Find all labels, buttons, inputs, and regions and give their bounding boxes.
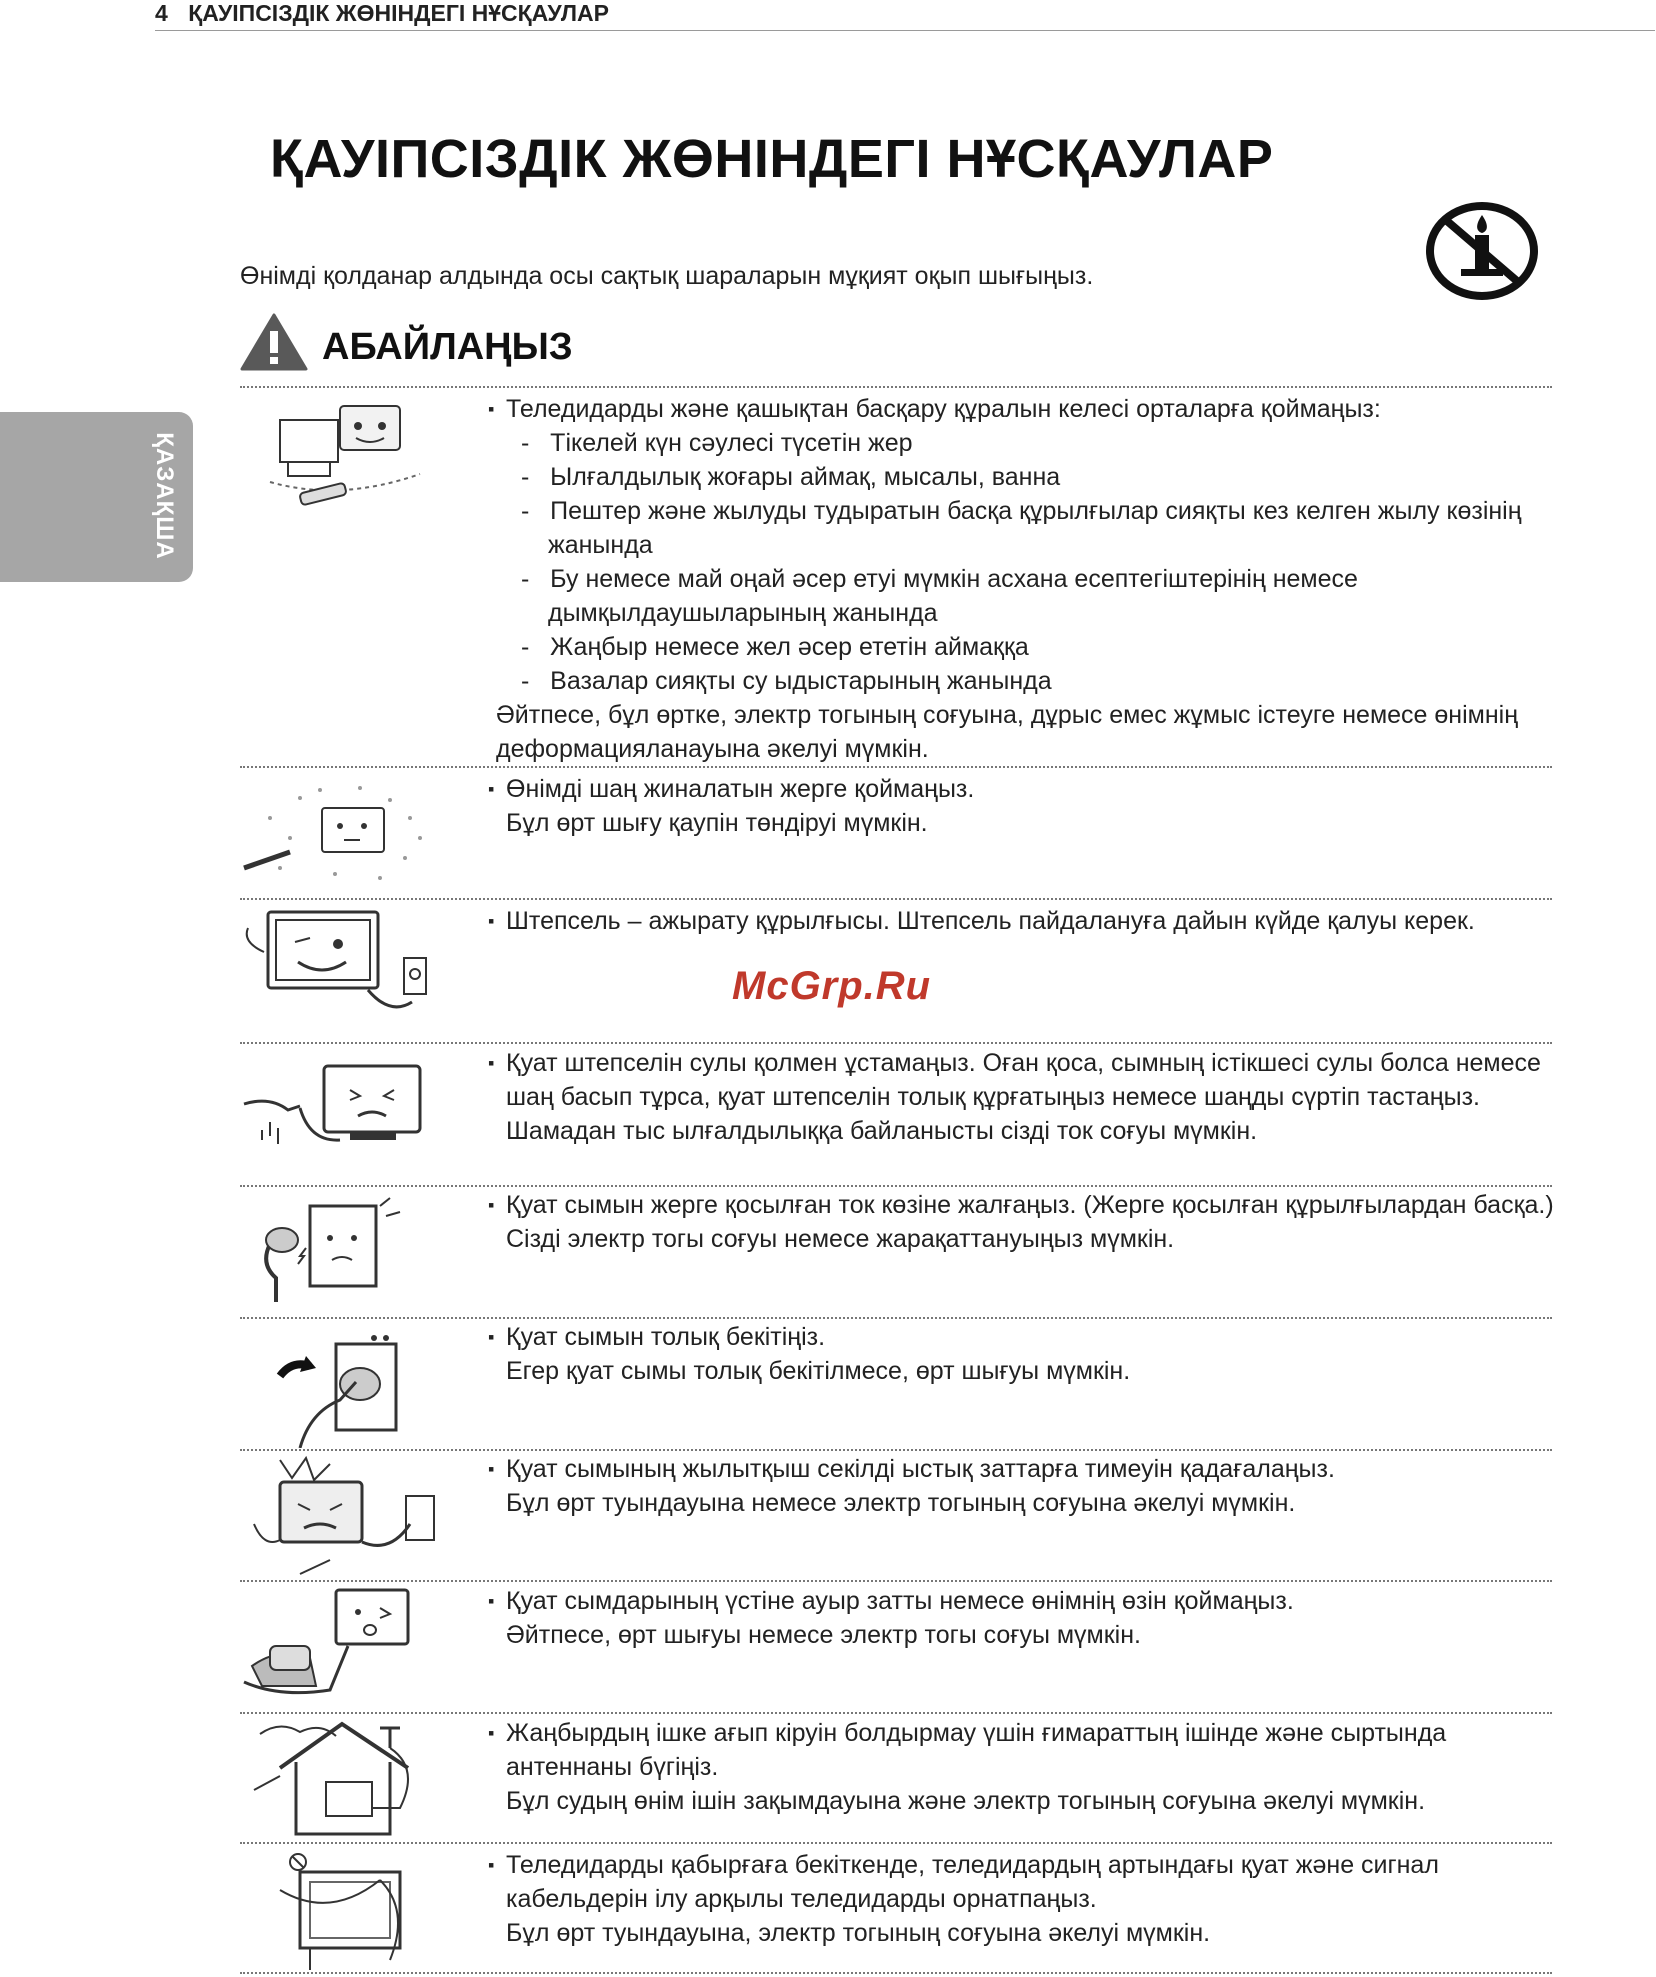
- heavy-object-illustration: [240, 1586, 445, 1702]
- heater-cord-illustration: [240, 1454, 445, 1578]
- section-divider: [240, 1317, 1552, 1319]
- wet-hands-illustration: [240, 1052, 445, 1164]
- section-divider: [240, 1712, 1552, 1714]
- bullet-text: ▪ Өнімді шаң жиналатын жерге қоймаңыз.: [490, 772, 1560, 806]
- language-tab-label: ҚАЗАҚША: [151, 432, 178, 560]
- section-text: [490, 904, 1560, 938]
- bullet-text: ▪ Теледидарды қабырғаға бекіткенде, теледидардың артындағы қуат және сигнал кабельдерін ілу арқылы теледидарды орнатпаңыз.: [490, 1848, 1560, 1916]
- dash-item: - Жаңбыр немесе жел әсер ететін аймаққа: [521, 633, 1029, 661]
- section-divider: [240, 1972, 1552, 1974]
- consequence-text: Бұл өрт туындауына, электр тогының соғуына әкелуі мүмкін.: [506, 1919, 1211, 1947]
- section-divider: [240, 386, 1552, 388]
- bullet-text: ▪ Қуат сымын жерге қосылған ток көзіне жалғаңыз. (Жерге қосылған құрылғылардан басқа.): [490, 1188, 1560, 1222]
- caution-label: АБАЙЛАҢЫЗ: [322, 325, 573, 368]
- plug-illustration: [240, 906, 445, 1022]
- section-text: [490, 1716, 1560, 1818]
- dash-item: - Бу немесе май оңай әсер етуі мүмкін асхана есептегіштерінің немесе дымқылдаушыларының жанында: [521, 565, 1358, 627]
- section-divider: [240, 1842, 1552, 1844]
- section-divider: [240, 766, 1552, 768]
- section-divider: [240, 898, 1552, 900]
- section-divider: [240, 1185, 1552, 1187]
- bullet-text: ▪ Қуат сымдарының үстіне ауыр затты немесе өнімнің өзін қоймаңыз.: [490, 1584, 1560, 1618]
- consequence-text: Бұл өрт туындауына немесе электр тогының соғуына әкелуі мүмкін.: [506, 1489, 1296, 1517]
- section-text: [490, 1320, 1560, 1388]
- no-candle-icon: [1425, 201, 1539, 301]
- warning-icon: [240, 313, 308, 371]
- section-divider: [240, 1449, 1552, 1451]
- watermark: McGrp.Ru: [732, 964, 932, 1008]
- dash-item: - Вазалар сияқты су ыдыстарының жанында: [521, 667, 1052, 695]
- caution-heading: [240, 312, 573, 372]
- consequence-text: Шамадан тыс ылғалдылыққа байланысты сізді ток соғуы мүмкін.: [506, 1117, 1258, 1145]
- bullet-text: ▪ Теледидарды және қашықтан басқару құралын келесі орталарға қоймаңыз:: [490, 392, 1560, 426]
- bullet-text: ▪ Қуат сымының жылытқыш секілді ыстық заттарға тимеуін қадағалаңыз.: [490, 1452, 1560, 1486]
- tv-remote-illustration: [240, 398, 445, 510]
- dash-item: - Пештер және жылуды тудыратын басқа құрылғылар сияқты кез келген жылу көзінің жанында: [521, 497, 1522, 559]
- dust-illustration: [240, 778, 445, 890]
- section-text: [490, 1584, 1560, 1652]
- consequence-text: Бұл судың өнім ішін зақымдауына және электр тогының соғуына әкелуі мүмкін.: [506, 1787, 1426, 1815]
- section-divider: [240, 1042, 1552, 1044]
- consequence-text: Егер қуат сымы толық бекітілмесе, өрт шығуы мүмкін.: [506, 1357, 1131, 1385]
- running-header: [155, 0, 1655, 31]
- bullet-text: ▪ Қуат штепселін сулы қолмен ұстамаңыз. Оған қоса, сымның істікшесі сулы болса немесе шаң басып тұрса, қуат штепселін толық құрғатыңыз немесе шаңды сүртіп тастаңыз.: [490, 1046, 1560, 1114]
- antenna-house-illustration: [240, 1718, 445, 1836]
- consequence-text: Бұл өрт шығу қаупін төндіруі мүмкін.: [506, 809, 928, 837]
- section-text: [490, 1188, 1560, 1256]
- bullet-text: ▪ Штепсель – ажырату құрылғысы. Штепсель пайдалануға дайын күйде қалуы керек.: [490, 904, 1560, 938]
- bullet-text: ▪ Жаңбырдың ішке ағып кіруін болдырмау үшін ғимараттың ішінде және сыртында антеннаны бүгіңіз.: [490, 1716, 1560, 1784]
- wall-mount-cable-illustration: [240, 1850, 445, 1970]
- page-title: ҚАУІПСІЗДІК ЖӨНІНДЕГІ НҰСҚАУЛАР: [270, 129, 1274, 189]
- consequence-text: Әйтпесе, өрт шығуы немесе электр тогы соғуы мүмкін.: [506, 1621, 1141, 1649]
- section-text: [490, 1046, 1560, 1148]
- page-number: 4: [155, 0, 168, 26]
- insert-plug-illustration: [240, 1322, 445, 1448]
- language-tab: [0, 412, 193, 582]
- intro-text: Өнімді қолданар алдында осы сақтық шараларын мұқият оқып шығыңыз.: [240, 262, 1094, 290]
- section-text: [490, 392, 1560, 766]
- dash-item: - Тікелей күн сәулесі түсетін жер: [521, 429, 913, 457]
- section-text: [490, 772, 1560, 840]
- section-text: [490, 1452, 1560, 1520]
- section-text: [490, 1848, 1560, 1950]
- section-divider: [240, 1580, 1552, 1582]
- grounded-outlet-illustration: [240, 1194, 445, 1306]
- bullet-text: ▪ Қуат сымын толық бекітіңіз.: [490, 1320, 1560, 1354]
- running-header-title: ҚАУІПСІЗДІК ЖӨНІНДЕГІ НҰСҚАУЛАР: [188, 0, 609, 26]
- consequence-text: Сізді электр тогы соғуы немесе жарақаттануыңыз мүмкін.: [506, 1225, 1175, 1253]
- dash-item: - Ылғалдылық жоғары аймақ, мысалы, ванна: [521, 463, 1061, 491]
- consequence-text: Әйтпесе, бұл өртке, электр тогының соғуына, дұрыс емес жұмыс істеуге немесе өнімнің деформацияланауына әкелуі мүмкін.: [496, 701, 1519, 763]
